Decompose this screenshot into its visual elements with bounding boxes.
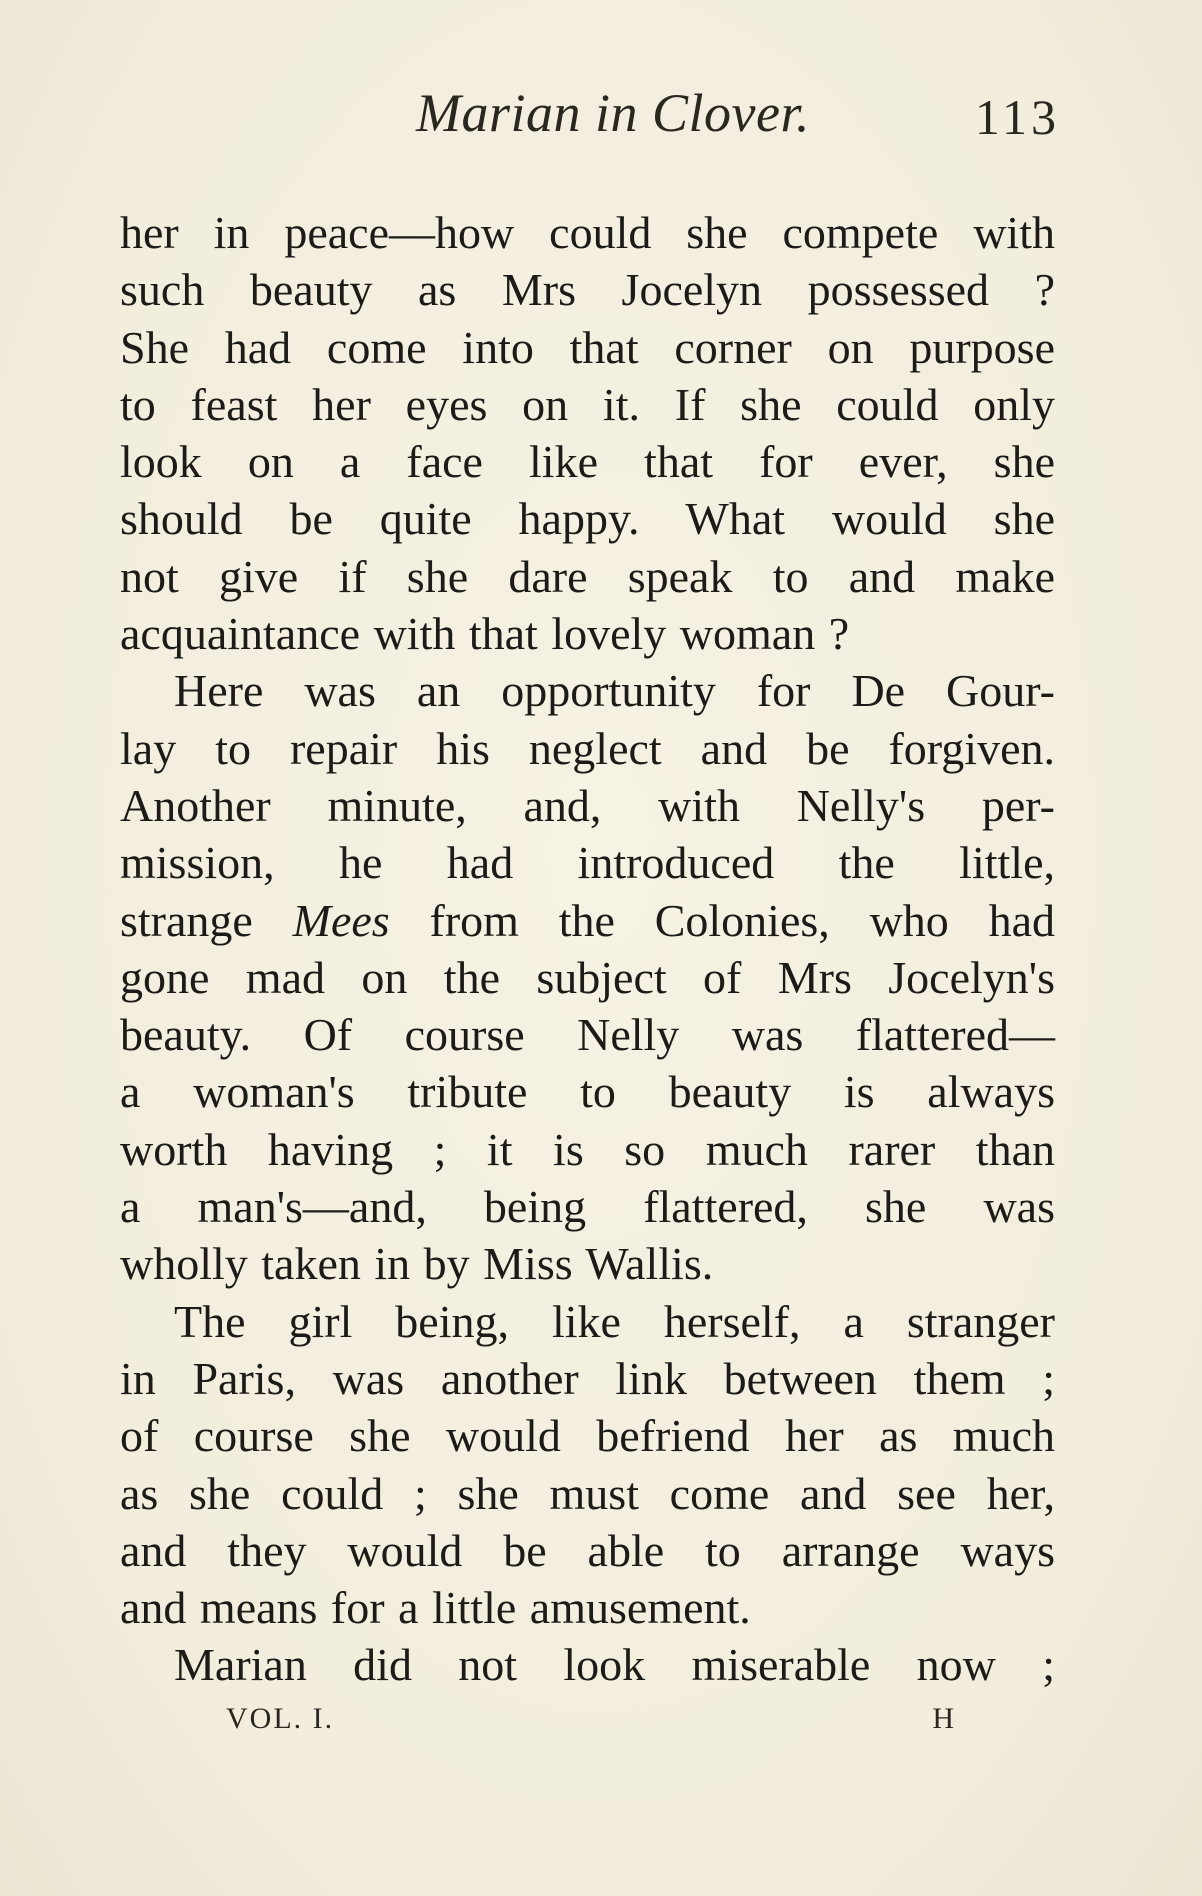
text-line: to feast her eyes on it. If she could only (120, 378, 1055, 430)
text-line: as she could ; she must come and see her, (120, 1467, 1055, 1519)
text-line: and means for a little amusement. (120, 1582, 751, 1634)
text-line: acquaintance with that lovely woman ? (120, 608, 850, 660)
text-segment: from the Colonies, who had (389, 894, 1055, 946)
text-line: lay to repair his neglect and be forgiven. (120, 722, 1055, 774)
text-line: She had come into that corner on purpose (120, 321, 1055, 373)
text-line: should be quite happy. What would she (120, 493, 1055, 545)
text-line: wholly taken in by Miss Wallis. (120, 1238, 714, 1290)
text-line: worth having ; it is so much rarer than (120, 1123, 1055, 1175)
text-line: her in peace—how could she compete with (120, 207, 1055, 258)
paragraph-start-line: Marian did not look miserable now ; (174, 1639, 1055, 1691)
paragraph-start-line: Here was an opportunity for De Gour- (174, 665, 1055, 717)
text-line: such beauty as Mrs Jocelyn possessed ? (120, 264, 1055, 316)
text-line: a man's—and, being flattered, she was (120, 1181, 1055, 1233)
text-line: gone mad on the subject of Mrs Jocelyn's (120, 951, 1055, 1003)
text-line-with-italic (120, 892, 1055, 949)
text-line: look on a face like that for ever, she (120, 436, 1055, 488)
page-number: 113 (974, 89, 1060, 145)
text-segment: strange (120, 894, 293, 946)
page-header (120, 82, 1060, 162)
text-line: a woman's tribute to beauty is always (120, 1066, 1055, 1118)
text-line: and they would be able to arrange ways (120, 1524, 1055, 1576)
text-line: of course she would befriend her as much (120, 1410, 1055, 1462)
text-line: mission, he had introduced the little, (120, 837, 1055, 889)
text-line: not give if she dare speak to and make (120, 550, 1055, 602)
volume-marker: VOL. I. (226, 1702, 335, 1735)
text-line: beauty. Of course Nelly was flattered— (120, 1009, 1055, 1061)
signature-mark: H (932, 1702, 956, 1735)
italic-word: Mees (292, 894, 390, 946)
running-title: Marian in Clover. (416, 83, 810, 143)
text-line: in Paris, was another link between them ; (120, 1352, 1055, 1404)
page-footer (226, 1702, 956, 1742)
body-text (120, 204, 1055, 1694)
text-line: Another minute, and, with Nelly's per- (120, 779, 1055, 831)
paragraph-start-line: The girl being, like herself, a stranger (174, 1295, 1055, 1347)
